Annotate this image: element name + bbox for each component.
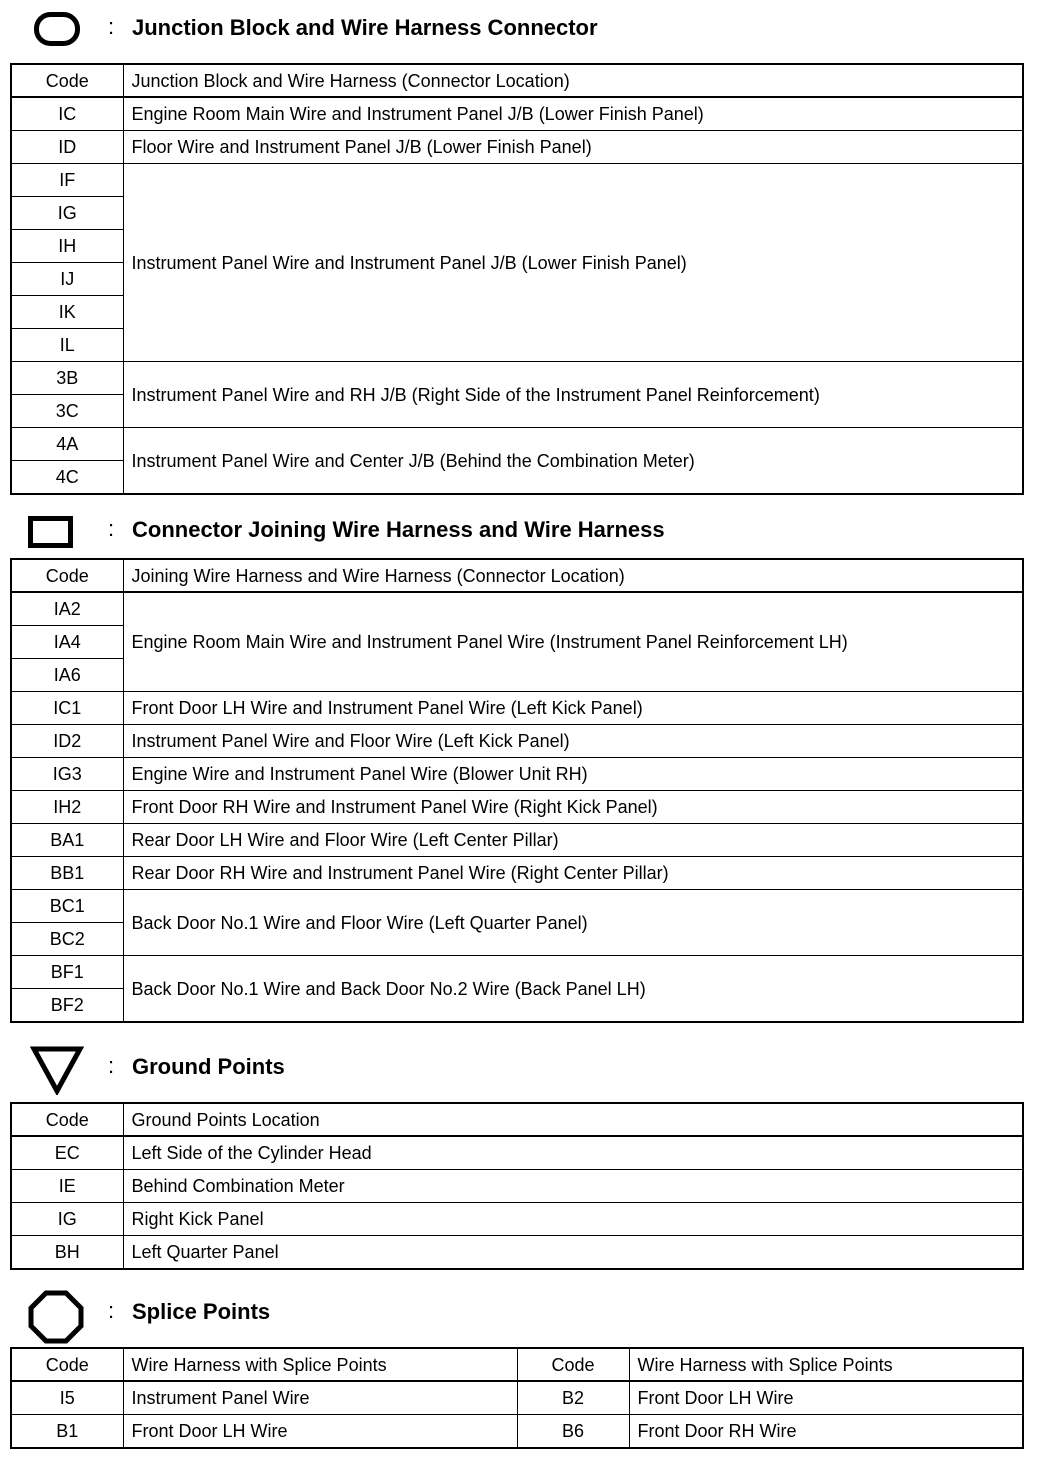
desc-cell: Behind Combination Meter xyxy=(123,1170,1023,1203)
code-cell: 4A xyxy=(11,428,123,461)
header-desc-2: Wire Harness with Splice Points xyxy=(629,1348,1023,1381)
desc-cell: Rear Door LH Wire and Floor Wire (Left Center Pillar) xyxy=(123,824,1023,857)
table-row xyxy=(11,725,1023,758)
junction-header-row xyxy=(11,64,1023,97)
splice-colon: : xyxy=(108,1298,115,1323)
code-cell: IH xyxy=(11,230,123,263)
desc-cell: Engine Room Main Wire and Instrument Panel J/B (Lower Finish Panel) xyxy=(123,97,1023,131)
code-cell: BC2 xyxy=(11,923,123,956)
code-cell: IF xyxy=(11,164,123,197)
table-row xyxy=(11,824,1023,857)
code-cell: ID xyxy=(11,131,123,164)
table-row xyxy=(11,164,1023,197)
code-cell: BH xyxy=(11,1236,123,1270)
desc-cell: Rear Door RH Wire and Instrument Panel Wire (Right Center Pillar) xyxy=(123,857,1023,890)
code-cell: IJ xyxy=(11,263,123,296)
table-row xyxy=(11,758,1023,791)
desc-cell: Instrument Panel Wire and Floor Wire (Left Kick Panel) xyxy=(123,725,1023,758)
table-row xyxy=(11,890,1023,923)
splice-section-header xyxy=(0,1290,1056,1330)
desc-cell: Right Kick Panel xyxy=(123,1203,1023,1236)
header-desc: Junction Block and Wire Harness (Connector Location) xyxy=(123,64,1023,97)
junction-table xyxy=(10,63,1024,495)
table-row xyxy=(11,1136,1023,1170)
desc-cell-2: Front Door RH Wire xyxy=(629,1415,1023,1449)
desc-cell: Instrument Panel Wire and Instrument Panel J/B (Lower Finish Panel) xyxy=(123,164,1023,362)
code-cell: IG3 xyxy=(11,758,123,791)
desc-cell-2: Front Door LH Wire xyxy=(629,1381,1023,1415)
table-row xyxy=(11,857,1023,890)
code-cell: B1 xyxy=(11,1415,123,1449)
splice-table xyxy=(10,1347,1024,1449)
rounded-rectangle-icon xyxy=(34,12,80,46)
rectangle-icon xyxy=(28,516,76,550)
code-cell: IG xyxy=(11,1203,123,1236)
table-row xyxy=(11,131,1023,164)
table-row xyxy=(11,692,1023,725)
header-desc: Wire Harness with Splice Points xyxy=(123,1348,517,1381)
table-row xyxy=(11,1236,1023,1270)
code-cell: 4C xyxy=(11,461,123,495)
ground-section-header xyxy=(0,1045,1056,1085)
code-cell: BF2 xyxy=(11,989,123,1023)
header-code: Code xyxy=(11,1348,123,1381)
code-cell: IA4 xyxy=(11,626,123,659)
desc-cell: Instrument Panel Wire xyxy=(123,1381,517,1415)
desc-cell: Left Side of the Cylinder Head xyxy=(123,1136,1023,1170)
header-code: Code xyxy=(11,1103,123,1136)
code-cell: IL xyxy=(11,329,123,362)
table-row xyxy=(11,362,1023,395)
desc-cell: Engine Wire and Instrument Panel Wire (Blower Unit RH) xyxy=(123,758,1023,791)
code-cell: IH2 xyxy=(11,791,123,824)
code-cell: 3C xyxy=(11,395,123,428)
code-cell: IC1 xyxy=(11,692,123,725)
junction-colon: : xyxy=(108,14,115,39)
code-cell: IA2 xyxy=(11,592,123,626)
joining-table xyxy=(10,558,1024,1023)
code-cell: BA1 xyxy=(11,824,123,857)
code-cell: IE xyxy=(11,1170,123,1203)
ground-header-row xyxy=(11,1103,1023,1136)
desc-cell: Engine Room Main Wire and Instrument Panel Wire (Instrument Panel Reinforcement LH) xyxy=(123,592,1023,692)
code-cell: ID2 xyxy=(11,725,123,758)
splice-header-row xyxy=(11,1348,1023,1381)
header-desc: Ground Points Location xyxy=(123,1103,1023,1136)
desc-cell: Front Door RH Wire and Instrument Panel Wire (Right Kick Panel) xyxy=(123,791,1023,824)
header-code-2: Code xyxy=(517,1348,629,1381)
table-row xyxy=(11,428,1023,461)
code-cell: IK xyxy=(11,296,123,329)
junction-title: Junction Block and Wire Harness Connector xyxy=(132,15,598,40)
code-cell: IG xyxy=(11,197,123,230)
table-row xyxy=(11,1203,1023,1236)
code-cell: 3B xyxy=(11,362,123,395)
code-cell: BC1 xyxy=(11,890,123,923)
joining-section-header xyxy=(0,510,1056,550)
code-cell: IA6 xyxy=(11,659,123,692)
ground-colon: : xyxy=(108,1053,115,1078)
triangle-down-icon xyxy=(30,1045,84,1095)
joining-title: Connector Joining Wire Harness and Wire Harness xyxy=(132,517,665,542)
table-row xyxy=(11,956,1023,989)
desc-cell: Floor Wire and Instrument Panel J/B (Lower Finish Panel) xyxy=(123,131,1023,164)
junction-section-header xyxy=(0,8,1056,48)
code-cell: I5 xyxy=(11,1381,123,1415)
desc-cell: Front Door LH Wire xyxy=(123,1415,517,1449)
code-cell: BB1 xyxy=(11,857,123,890)
code-cell: BF1 xyxy=(11,956,123,989)
octagon-icon xyxy=(28,1290,84,1344)
header-code: Code xyxy=(11,559,123,592)
desc-cell: Front Door LH Wire and Instrument Panel Wire (Left Kick Panel) xyxy=(123,692,1023,725)
code-cell-2: B6 xyxy=(517,1415,629,1449)
table-row xyxy=(11,1170,1023,1203)
table-row xyxy=(11,1381,1023,1415)
desc-cell: Back Door No.1 Wire and Floor Wire (Left Quarter Panel) xyxy=(123,890,1023,956)
header-code: Code xyxy=(11,64,123,97)
code-cell: IC xyxy=(11,97,123,131)
code-cell: EC xyxy=(11,1136,123,1170)
ground-table xyxy=(10,1102,1024,1270)
joining-header-row xyxy=(11,559,1023,592)
desc-cell: Back Door No.1 Wire and Back Door No.2 Wire (Back Panel LH) xyxy=(123,956,1023,1023)
code-cell-2: B2 xyxy=(517,1381,629,1415)
splice-title: Splice Points xyxy=(132,1299,271,1324)
desc-cell: Left Quarter Panel xyxy=(123,1236,1023,1270)
desc-cell: Instrument Panel Wire and Center J/B (Behind the Combination Meter) xyxy=(123,428,1023,495)
table-row xyxy=(11,97,1023,131)
joining-colon: : xyxy=(108,516,115,541)
table-row xyxy=(11,791,1023,824)
desc-cell: Instrument Panel Wire and RH J/B (Right Side of the Instrument Panel Reinforcement) xyxy=(123,362,1023,428)
table-row xyxy=(11,592,1023,626)
table-row xyxy=(11,1415,1023,1449)
header-desc: Joining Wire Harness and Wire Harness (Connector Location) xyxy=(123,559,1023,592)
ground-title: Ground Points xyxy=(132,1054,285,1079)
